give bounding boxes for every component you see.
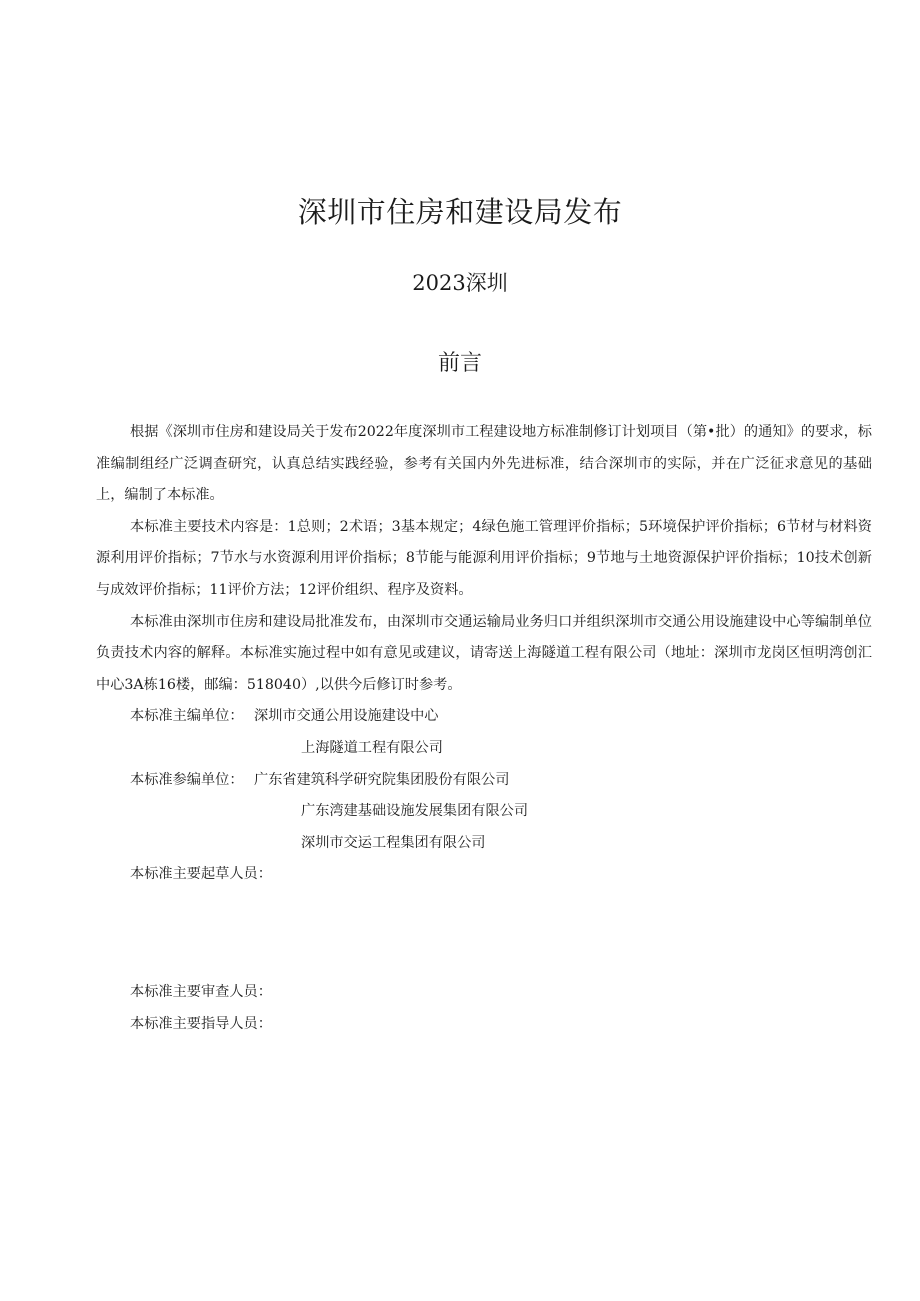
drafters-blank-area bbox=[96, 891, 872, 977]
reviewers-row bbox=[96, 977, 872, 1009]
guidance-row bbox=[96, 1009, 872, 1041]
participant-label: 本标准参编单位： bbox=[130, 771, 244, 788]
participant-row bbox=[96, 765, 872, 797]
participant-row bbox=[96, 796, 872, 828]
publisher-title: 深圳市住房和建设局发布 bbox=[297, 195, 623, 229]
chief-editor-unit: 深圳市交通公用设施建设中心 bbox=[254, 708, 439, 725]
chief-editor-label: 本标准主编单位： bbox=[130, 708, 244, 725]
preface-body bbox=[96, 417, 872, 1040]
year-place: 2023深圳 bbox=[412, 271, 508, 295]
drafters-row bbox=[96, 859, 872, 891]
preface-paragraph-contents: 本标准主要技术内容是：1总则；2术语；3基本规定；4绿色施工管理评价指标；5环境保护评价指标；6节材与材料资源利用评价指标；7节水与水资源利用评价指标；8节能与能源利用评价指标；9节地与土地资源保护评价指标；10技术创新与成效评价指标；11评价方法；12评价组织、程序及资料。 bbox=[96, 518, 872, 598]
participant-unit: 广东湾建基础设施发展集团有限公司 bbox=[301, 803, 529, 820]
chief-editor-row bbox=[96, 701, 872, 733]
guidance-label: 本标准主要指导人员： bbox=[130, 1015, 272, 1032]
drafters-label: 本标准主要起草人员： bbox=[130, 866, 272, 883]
chief-editor-row bbox=[96, 733, 872, 765]
preface-paragraph-approval: 本标准由深圳市住房和建设局批准发布，由深圳市交通运输局业务归口并组织深圳市交通公用设施建设中心等编制单位负责技术内容的解释。本标准实施过程中如有意见或建议，请寄送上海隧道工程有限公司（地址：深圳市龙岗区恒明湾创汇中心3A栋16楼，邮编：518040）,以供今后修订时参考。 bbox=[96, 613, 872, 693]
reviewers-label: 本标准主要审查人员： bbox=[130, 983, 272, 1000]
preface-title: 前言 bbox=[437, 351, 482, 376]
chief-editor-unit: 上海隧道工程有限公司 bbox=[301, 739, 443, 756]
participant-row bbox=[96, 828, 872, 860]
preface-paragraph-basis: 根据《深圳市住房和建设局关于发布2022年度深圳市工程建设地方标准制修订计划项目（第•批）的通知》的要求，标准编制组经广泛调查研究，认真总结实践经验，参考有关国内外先进标准，结合深圳市的实际，并在广泛征求意见的基础上，编制了本标准。 bbox=[96, 424, 872, 504]
participant-unit: 广东省建筑科学研究院集团股份有限公司 bbox=[254, 771, 510, 788]
participant-unit: 深圳市交运工程集团有限公司 bbox=[301, 834, 486, 851]
